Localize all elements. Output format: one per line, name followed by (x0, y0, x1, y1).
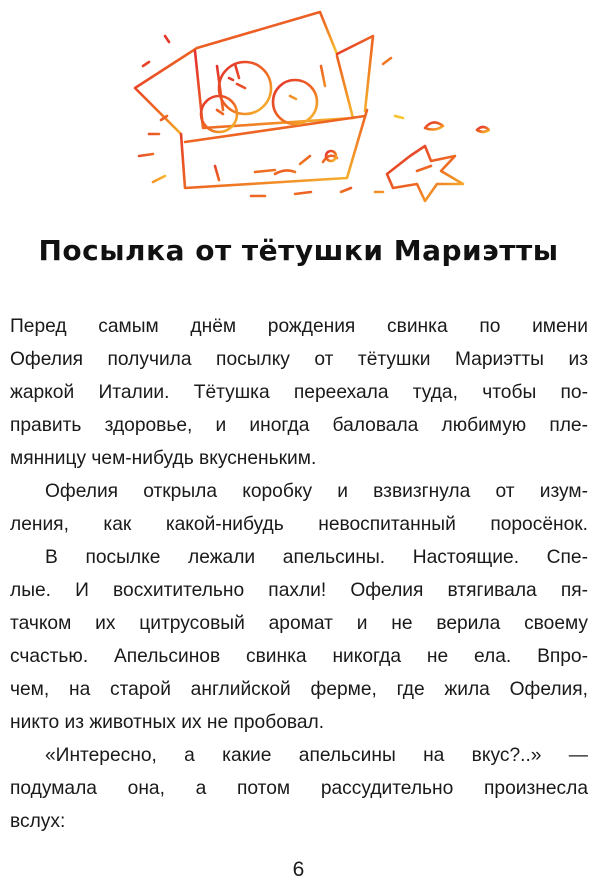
parcel-box-with-oranges-icon (125, 6, 490, 206)
text-line: Перед самым днём рождения свинка по имени (10, 316, 588, 337)
chapter-title: Посылка от тётушки Мариэтты (38, 234, 559, 267)
page-number: 6 (292, 858, 305, 881)
text-line: вслух: (10, 811, 66, 832)
text-line: «Интересно, а какие апельсины на вкус?..» — (45, 745, 588, 766)
text-line: чем, на старой английской ферме, где жила Офелия, (10, 679, 588, 700)
body-text (10, 310, 588, 838)
text-line: лые. И восхитительно пахли! Офелия втягивала пя- (10, 580, 588, 601)
text-line: счастью. Апельсинов свинка никогда не ела. Впро- (10, 646, 588, 667)
text-line: никто из животных их не пробовал. (10, 712, 325, 733)
text-line: В посылке лежали апельсины. Настоящие. Спе- (45, 547, 588, 568)
text-line: Офелия получила посылку от тётушки Мариэтты из (10, 349, 588, 370)
text-line: мянницу чем-нибудь вкусненьким. (10, 448, 317, 469)
text-line: тачком их цитрусовый аромат и не верила своему (10, 613, 588, 634)
text-line: править здоровье, и иногда баловала любимую пле- (10, 415, 588, 436)
text-line: Офелия открыла коробку и взвизгнула от изум- (45, 481, 588, 502)
text-line: ления, как какой-нибудь невоспитанный поросёнок. (10, 514, 588, 535)
text-line: жаркой Италии. Тётушка переехала туда, чтобы по- (10, 382, 588, 403)
text-line: подумала она, а потом рассудительно произнесла (10, 778, 588, 799)
